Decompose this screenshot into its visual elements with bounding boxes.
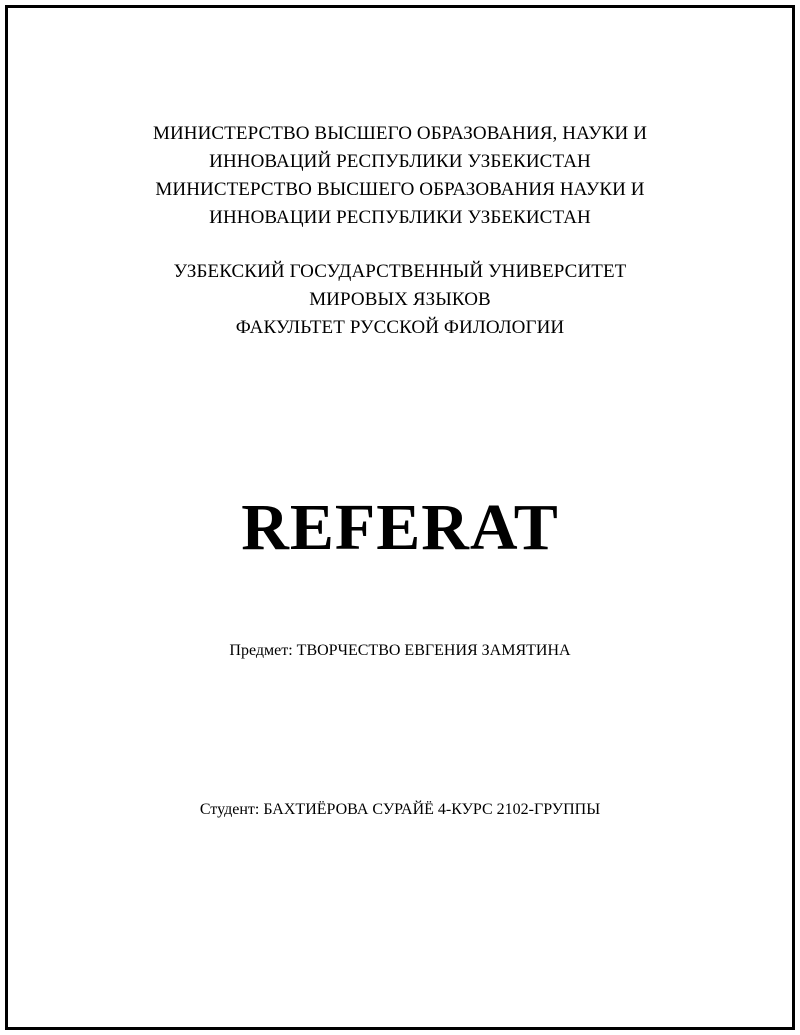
student-label: Студент: (199, 801, 260, 818)
university-header (0, 258, 800, 342)
university-line: УЗБЕКСКИЙ ГОСУДАРСТВЕННЫЙ УНИВЕРСИТЕТ (173, 261, 627, 282)
ministry-header (0, 120, 800, 232)
ministry-line: ИННОВАЦИЙ РЕСПУБЛИКИ УЗБЕКИСТАН (209, 151, 591, 172)
ministry-line: МИНИСТЕРСТВО ВЫСШЕГО ОБРАЗОВАНИЯ НАУКИ И (155, 179, 645, 200)
subject-label: Предмет: (229, 642, 293, 659)
subject-value: ТВОРЧЕСТВО ЕВГЕНИЯ ЗАМЯТИНА (296, 642, 571, 659)
subject-line (0, 641, 800, 661)
document-title: REFERAT (241, 491, 559, 564)
faculty-line: ФАКУЛЬТЕТ РУССКОЙ ФИЛОЛОГИИ (235, 317, 565, 338)
student-value: БАХТИЁРОВА СУРАЙЁ 4-КУРС 2102-ГРУППЫ (263, 801, 601, 818)
ministry-line: ИННОВАЦИИ РЕСПУБЛИКИ УЗБЕКИСТАН (209, 207, 591, 228)
ministry-line: МИНИСТЕРСТВО ВЫСШЕГО ОБРАЗОВАНИЯ, НАУКИ И (152, 123, 648, 144)
student-line (0, 800, 800, 820)
university-line: МИРОВЫХ ЯЗЫКОВ (309, 289, 491, 310)
